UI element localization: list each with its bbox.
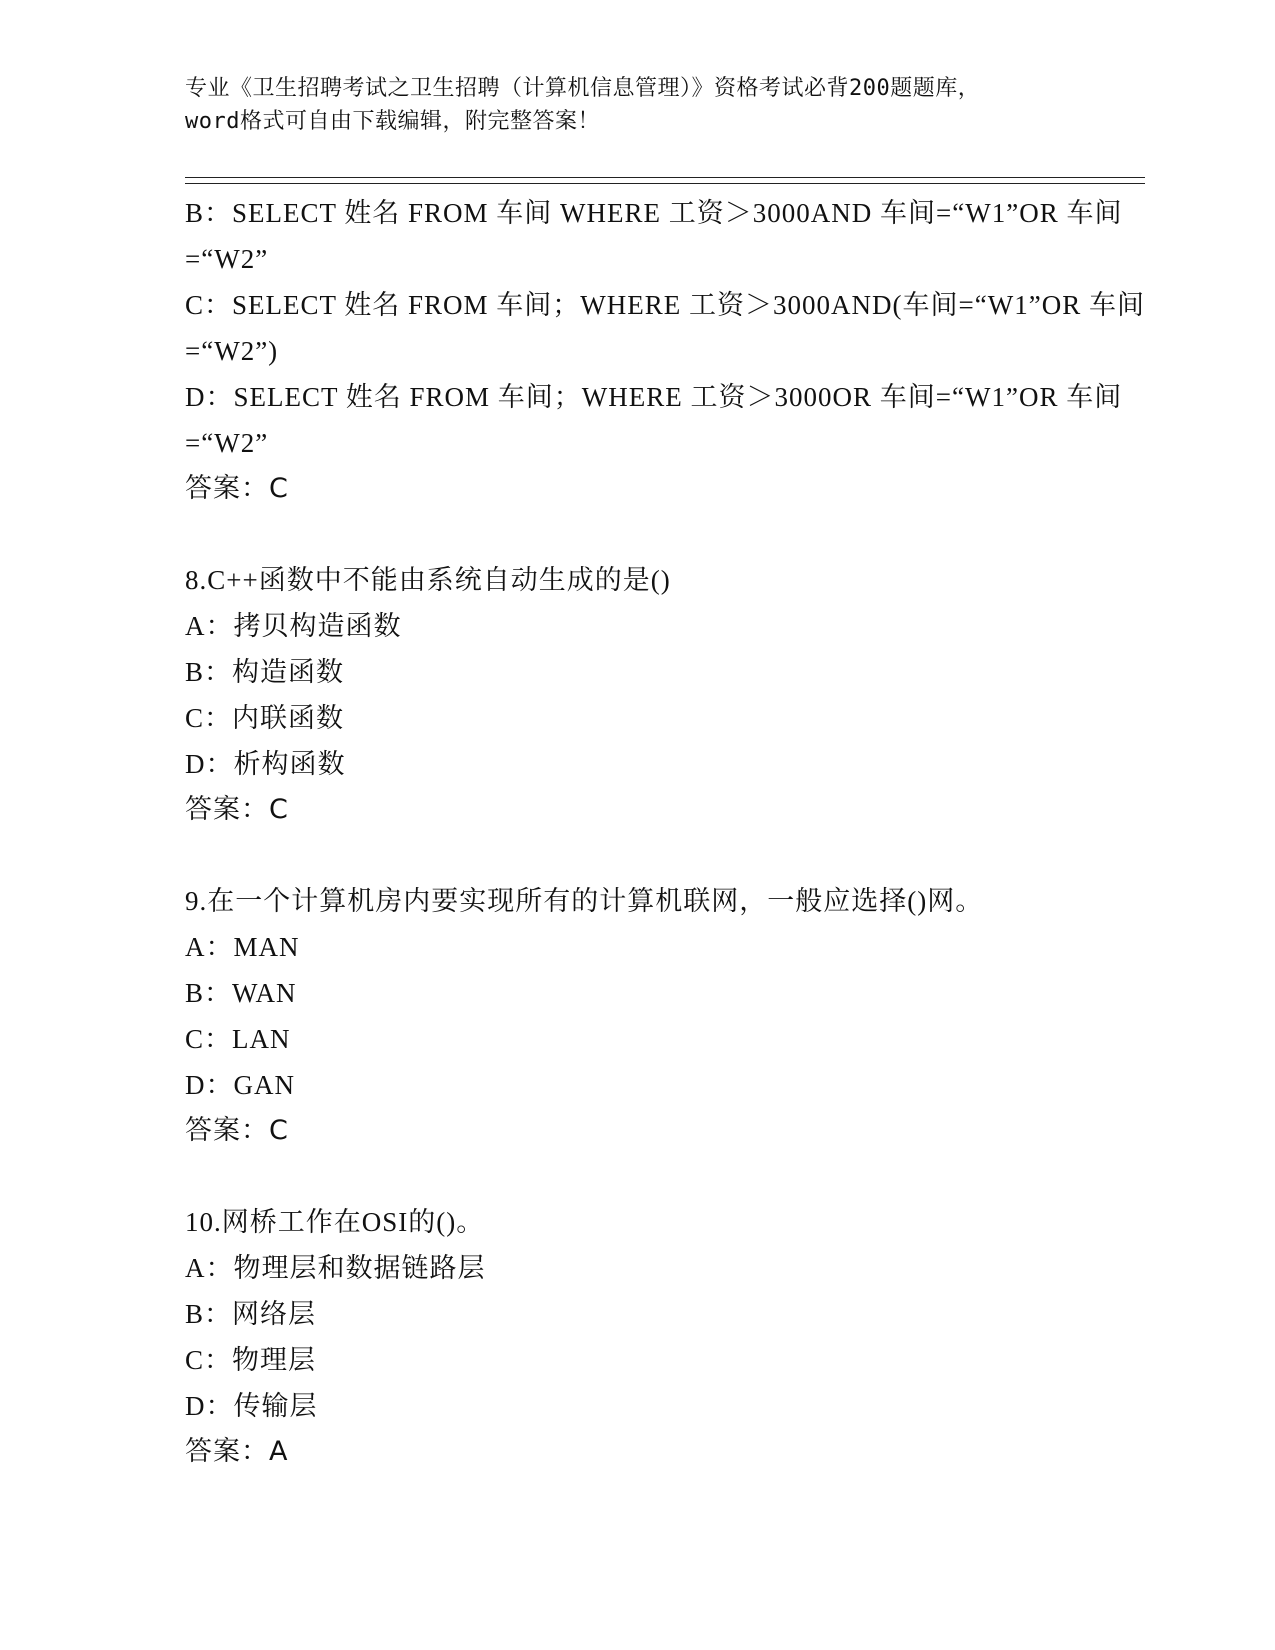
document-header <box>185 72 1085 138</box>
q7-option-c-line-1: C：SELECT 姓名 FROM 车间；WHERE 工资＞3000AND(车间=“W1”OR 车间 <box>185 290 1145 320</box>
q10-question: 10.网桥工作在OSI的()。 <box>185 1207 485 1237</box>
q8-option-a: A：拷贝构造函数 <box>185 611 402 641</box>
q7-option-d-line-2: =“W2” <box>185 428 269 458</box>
q10-option-b: B：网络层 <box>185 1299 317 1329</box>
q7-option-b-line-2: =“W2” <box>185 244 269 274</box>
q7-option-d-line-1: D：SELECT 姓名 FROM 车间；WHERE 工资＞3000OR 车间=“W1”OR 车间 <box>185 382 1123 412</box>
q9-answer: 答案：C <box>185 1115 289 1146</box>
question-list <box>185 190 1145 1475</box>
q8-answer: 答案：C <box>185 794 289 825</box>
header-divider-top <box>185 177 1145 178</box>
spacer <box>185 512 1085 557</box>
q9-question: 9.在一个计算机房内要实现所有的计算机联网，一般应选择()网。 <box>185 886 984 916</box>
question-9-block <box>185 878 1085 1154</box>
q10-option-c: C：物理层 <box>185 1345 317 1375</box>
header-divider-bottom <box>185 183 1145 184</box>
q8-option-b: B：构造函数 <box>185 657 345 687</box>
q9-option-a: A：MAN <box>185 932 300 962</box>
spacer <box>185 1154 1085 1199</box>
q9-option-b: B：WAN <box>185 978 297 1008</box>
q10-option-a: A：物理层和数据链路层 <box>185 1253 486 1283</box>
q7-option-c-line-2: =“W2”) <box>185 336 279 366</box>
header-title-line-2: word格式可自由下载编辑，附完整答案！ <box>185 109 600 134</box>
q8-option-c: C：内联函数 <box>185 703 345 733</box>
q7-answer: 答案：C <box>185 473 289 504</box>
q9-option-d: D：GAN <box>185 1070 295 1100</box>
question-7-block <box>185 190 1145 512</box>
spacer <box>185 833 1085 878</box>
question-8-block <box>185 557 1085 833</box>
question-10-block <box>185 1199 1085 1475</box>
q8-question: 8.C++函数中不能由系统自动生成的是() <box>185 565 671 595</box>
header-title-line-1: 专业《卫生招聘考试之卫生招聘（计算机信息管理）》资格考试必背200题题库， <box>185 76 981 101</box>
q10-answer: 答案：A <box>185 1436 289 1467</box>
q10-option-d: D：传输层 <box>185 1391 318 1421</box>
q8-option-d: D：析构函数 <box>185 749 346 779</box>
q7-option-b-line-1: B：SELECT 姓名 FROM 车间 WHERE 工资＞3000AND 车间=“W1”OR 车间 <box>185 198 1123 228</box>
q9-option-c: C：LAN <box>185 1024 291 1054</box>
